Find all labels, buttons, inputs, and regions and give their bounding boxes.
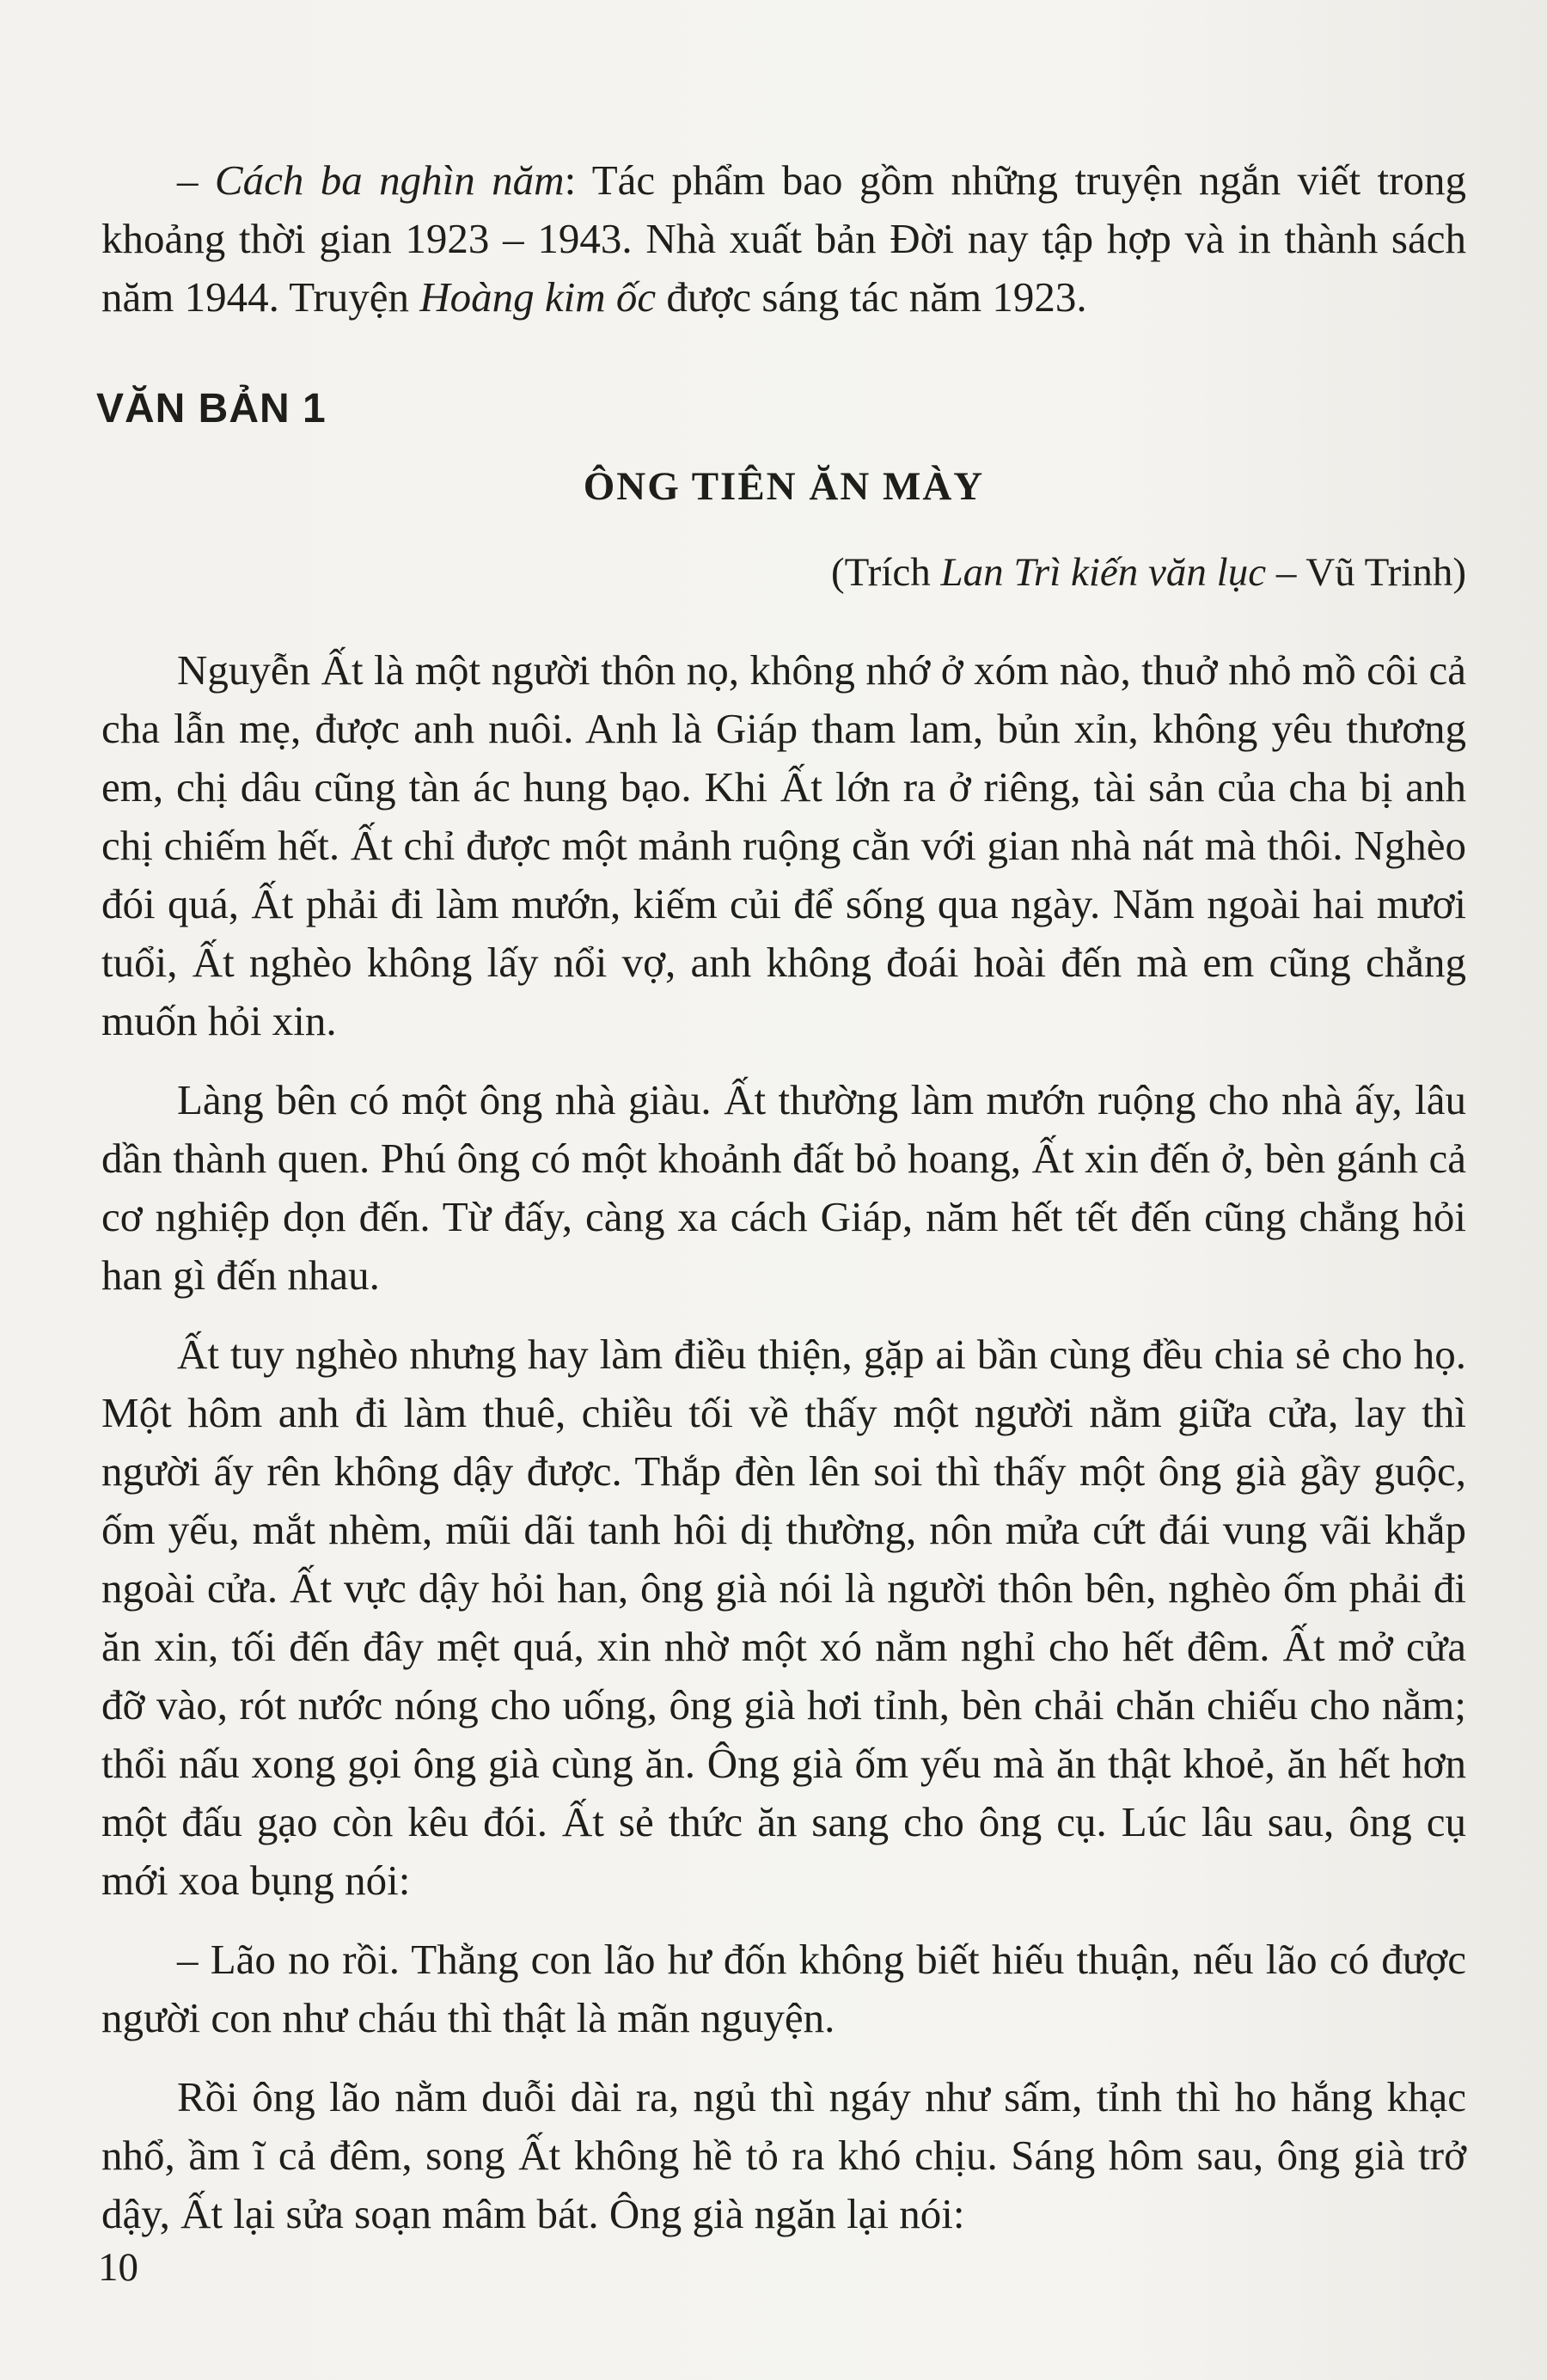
intro-text-1: : Tác phẩm bao gồm những truyện ngắn viết trong khoảng thời gian 1923 – 1943. Nhà xuất bản Đời nay tập hợp và in thành sách năm 1944. Truyện: [101, 156, 1466, 321]
story-title: ÔNG TIÊN ĂN MÀY: [583, 464, 985, 509]
intro-text-2: được sáng tác năm 1923.: [656, 273, 1087, 321]
intro-work-title: Cách ba nghìn năm: [214, 156, 565, 204]
source-work: Lan Trì kiến văn lục: [940, 550, 1267, 595]
paragraph-1: Nguyễn Ất là một người thôn nọ, không nhớ ở xóm nào, thuở nhỏ mồ côi cả cha lẫn mẹ, được anh nuôi. Anh là Giáp tham lam, bủn xỉn, không yêu thương em, chị dâu cũng tàn ác hung bạo. Khi Ất lớn ra ở riêng, tài sản của cha bị anh chị chiếm hết. Ất chỉ được một mảnh ruộng cằn với gian nhà nát mà thôi. Nghèo đói quá, Ất phải đi làm mướn, kiếm củi để sống qua ngày. Năm ngoài hai mươi tuổi, Ất nghèo không lấy nổi vợ, anh không đoái hoài đến mà em cũng chẳng muốn hỏi xin.: [101, 646, 1466, 1044]
intro-dash: –: [177, 156, 215, 204]
page-content: [96, 151, 1466, 2264]
paragraph-4: – Lão no rồi. Thằng con lão hư đốn không biết hiếu thuận, nếu lão có được người con như cháu thì thật là mãn nguyện.: [101, 1936, 1466, 2041]
source-prefix: (Trích: [830, 550, 941, 595]
paragraph-5: Rồi ông lão nằm duỗi dài ra, ngủ thì ngáy như sấm, tỉnh thì ho hắng khạc nhổ, ầm ĩ cả đêm, song Ất không hề tỏ ra khó chịu. Sáng hôm sau, ông già trở dậy, Ất lại sửa soạn mâm bát. Ông già ngăn lại nói:: [101, 2073, 1466, 2237]
page-number: 10: [98, 2245, 138, 2290]
source-citation: [101, 547, 1466, 598]
source-suffix: – Vũ Trinh): [1266, 550, 1466, 595]
paragraph-2: Làng bên có một ông nhà giàu. Ất thường làm mướn ruộng cho nhà ấy, lâu dần thành quen. Phú ông có một khoảnh đất bỏ hoang, Ất xin đến ở, bèn gánh cả cơ nghiệp dọn đến. Từ đấy, càng xa cách Giáp, năm hết tết đến cũng chẳng hỏi han gì đến nhau.: [101, 1076, 1466, 1299]
intro-paragraph: [101, 151, 1466, 327]
paragraph-3: Ất tuy nghèo nhưng hay làm điều thiện, gặp ai bần cùng đều chia sẻ cho họ. Một hôm anh đi làm thuê, chiều tối về thấy một người nằm giữa cửa, lay thì người ấy rên không dậy được. Thắp đèn lên soi thì thấy một ông già gầy guộc, ốm yếu, mắt nhèm, mũi dãi tanh hôi dị thường, nôn mửa cứt đái vung vãi khắp ngoài cửa. Ất vực dậy hỏi han, ông già nói là người thôn bên, nghèo ốm phải đi ăn xin, tối đến đây mệt quá, xin nhờ một xó nằm nghỉ cho hết đêm. Ất mở cửa đỡ vào, rót nước nóng cho uống, ông già hơi tỉnh, bèn chải chăn chiếu cho nằm; thổi nấu xong gọi ông già cùng ăn. Ông già ốm yếu mà ăn thật khoẻ, ăn hết hơn một đấu gạo còn kêu đói. Ất sẻ thức ăn sang cho ông cụ. Lúc lâu sau, ông cụ mới xoa bụng nói:: [101, 1331, 1466, 1904]
section-heading: VĂN BẢN 1: [96, 386, 327, 431]
intro-story-name: Hoàng kim ốc: [419, 273, 657, 321]
